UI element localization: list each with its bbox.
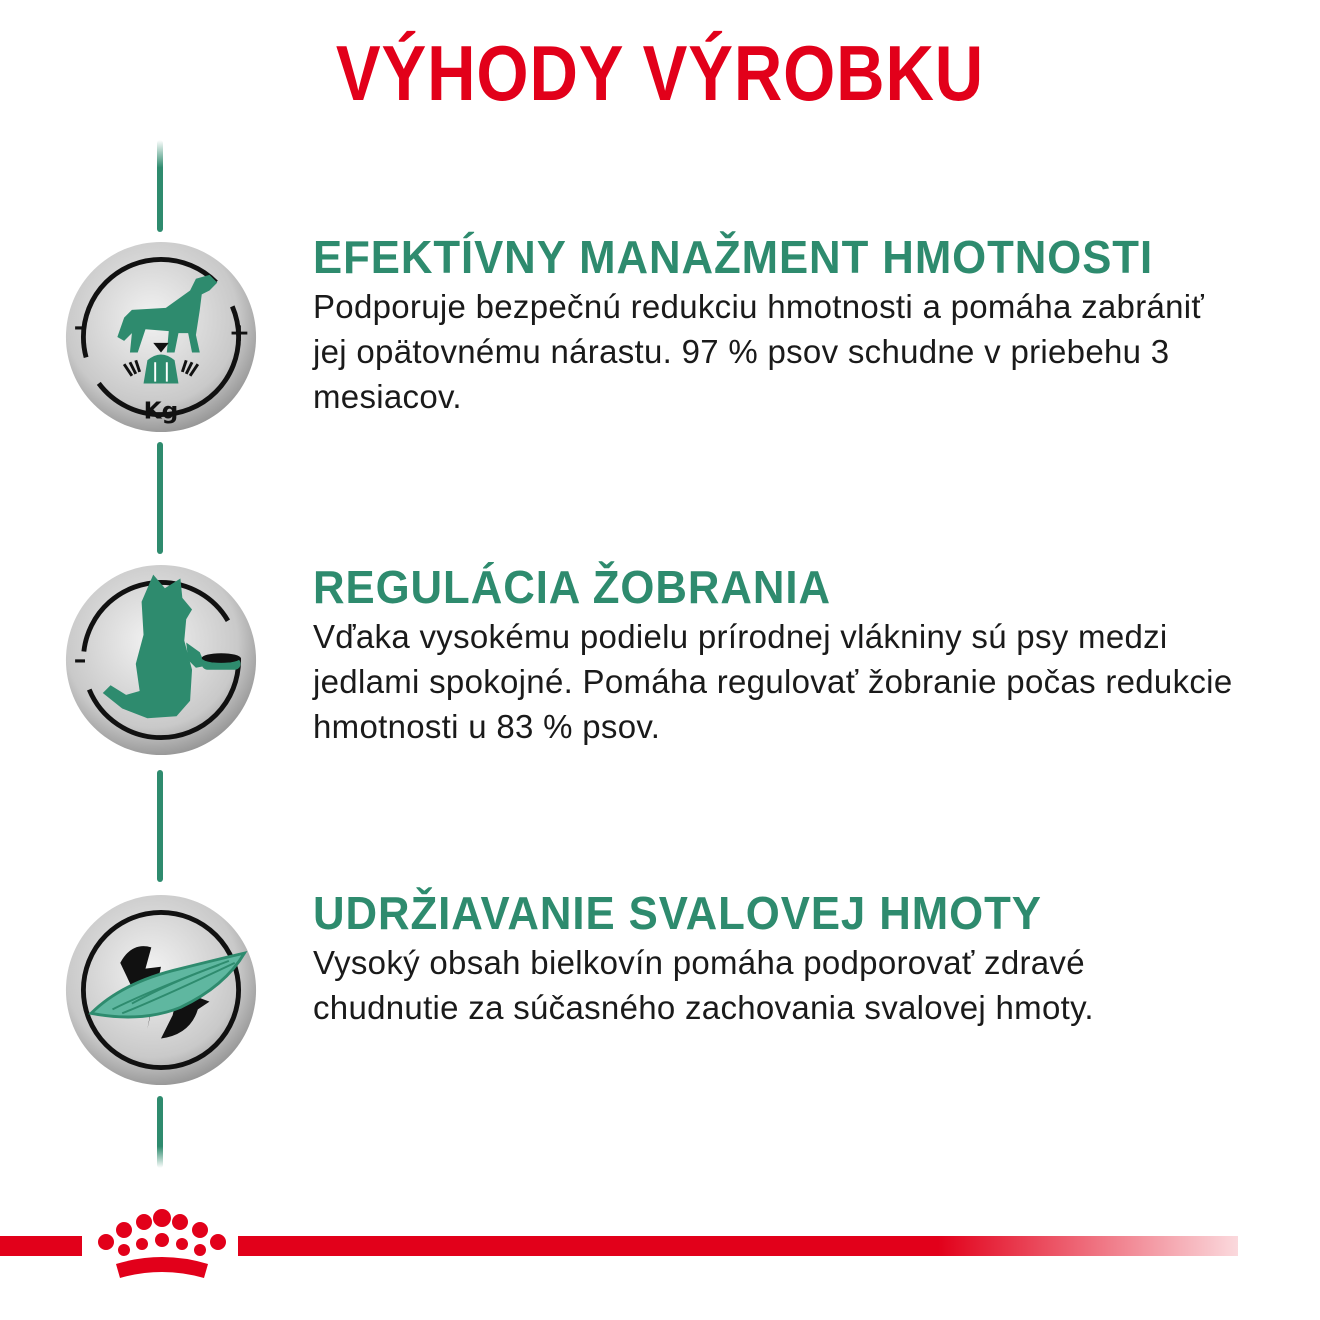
feature-title: UDRŽIAVANIE SVALOVEJ HMOTY <box>313 887 1042 939</box>
feature-description: Vysoký obsah bielkovín pomáha podporovať zdravé chudnutie za súčasného zachovania svalovej hmoty. <box>313 944 1094 1026</box>
feature-weight-management <box>313 230 1273 419</box>
timeline-segment <box>157 442 163 554</box>
crown-logo-icon <box>92 1208 232 1282</box>
feature-title: REGULÁCIA ŽOBRANIA <box>313 561 832 613</box>
svg-text:–: – <box>73 312 87 342</box>
feature-description: Vďaka vysokému podielu prírodnej vlákniny sú psy medzi jedlami spokojné. Pomáha regulovať žobranie počas redukcie hmotnosti u 83 % psov. <box>313 618 1233 745</box>
svg-text:–: – <box>73 644 87 674</box>
timeline-segment <box>157 140 163 232</box>
svg-text:+: + <box>228 317 251 347</box>
timeline-segment <box>157 1096 163 1168</box>
feature-muscle-maintenance <box>313 886 1273 1030</box>
page-title: VÝHODY VÝROBKU <box>335 29 985 117</box>
feature-description: Podporuje bezpečnú redukciu hmotnosti a pomáha zabrániť jej opätovnému nárastu. 97 % psov schudne v priebehu 3 mesiacov. <box>313 288 1205 415</box>
weight-management-dog-icon <box>64 240 258 434</box>
muscle-icon <box>64 893 258 1087</box>
timeline-segment <box>157 770 163 882</box>
feature-begging-regulation <box>313 560 1273 749</box>
feature-title: EFEKTÍVNY MANAŽMENT HMOTNOSTI <box>313 231 1154 283</box>
brand-line-right <box>238 1236 1238 1256</box>
brand-line-left <box>0 1236 82 1256</box>
kg-label: Kg <box>143 397 179 425</box>
begging-dog-bowl-icon <box>64 563 258 757</box>
